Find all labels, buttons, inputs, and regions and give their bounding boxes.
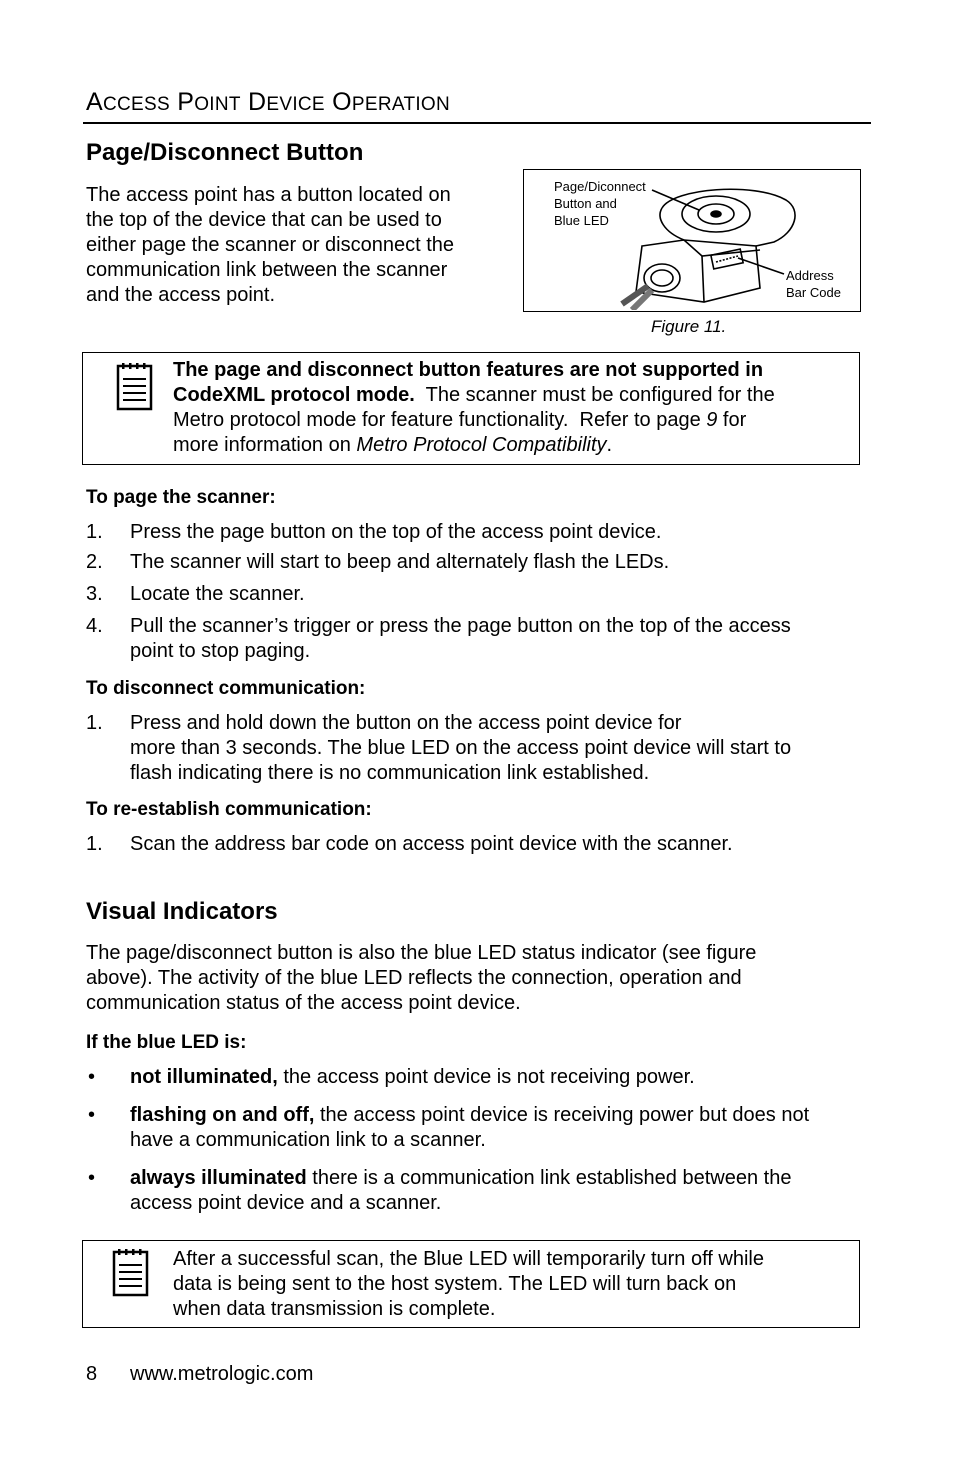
step-number: 4.: [86, 615, 103, 637]
step-line: point to stop paging.: [130, 640, 311, 662]
step-number: 1.: [86, 833, 103, 855]
section-title-rest-1: CCESS: [102, 94, 170, 115]
step-line: Press and hold down the button on the access point device for: [130, 712, 682, 734]
section-title-rest-2: OINT: [194, 94, 241, 115]
bullet-text-line2: have a communication link to a scanner.: [130, 1129, 486, 1151]
bullet-text: the access point device is not receiving power.: [277, 1066, 695, 1088]
intro-line: communication link between the scanner: [86, 259, 448, 281]
section-title-cap-4: O: [332, 88, 352, 116]
section-title-cap-2: P: [177, 88, 195, 116]
section-header-rule: [83, 122, 871, 124]
step-number: 2.: [86, 551, 103, 573]
figure-label-button-1: Page/Diconnect: [554, 179, 646, 194]
note-link-text: Metro Protocol Compatibility: [356, 434, 607, 456]
step-text: Locate the scanner.: [130, 583, 305, 605]
intro-line: communication status of the access point device.: [86, 992, 521, 1014]
bullet-item: [130, 1166, 791, 1216]
footer-url[interactable]: www.metrologic.com: [130, 1363, 314, 1385]
note-line: when data transmission is complete.: [173, 1298, 496, 1320]
page-number: 8: [86, 1363, 98, 1385]
visual-indicators-heading: Visual Indicators: [86, 898, 278, 925]
intro-line: and the access point.: [86, 284, 276, 306]
note-line2-bold: CodeXML protocol mode.: [173, 384, 415, 406]
note-line4-post: .: [606, 434, 613, 456]
to-page-heading: To page the scanner:: [86, 487, 276, 508]
note-box-led: [82, 1240, 860, 1328]
bullet-text: the access point device is receiving power but does not: [314, 1104, 810, 1126]
section-title-cap-3: D: [248, 88, 267, 116]
step-number: 1.: [86, 521, 103, 543]
blue-led-subheading: If the blue LED is:: [86, 1032, 247, 1053]
step-line: flash indicating there is no communication link established.: [130, 762, 650, 784]
note-line1-bold: The page and disconnect button features are not supported in: [173, 359, 764, 381]
figure-label-address-1: Address: [786, 268, 834, 283]
intro-line: above). The activity of the blue LED reflects the connection, operation and: [86, 967, 742, 989]
step-text: Press the page button on the top of the access point device.: [130, 521, 662, 543]
step-text: Scan the address bar code on access point device with the scanner.: [130, 833, 733, 855]
step-number: 1.: [86, 712, 103, 734]
note-line2-rest: The scanner must be configured for the: [414, 384, 775, 406]
note-icon: [111, 1247, 151, 1297]
page-disconnect-intro: [86, 183, 454, 308]
section-title-rest-3: EVICE: [266, 94, 325, 115]
figure-label-button-2: Button and: [554, 196, 617, 211]
step-text: The scanner will start to beep and alternately flash the LEDs.: [130, 551, 670, 573]
intro-line: the top of the device that can be used to: [86, 209, 442, 231]
note-line4-pre: more information on: [173, 434, 357, 456]
bullet-text-line2: access point device and a scanner.: [130, 1192, 442, 1214]
bullet-item: [130, 1065, 695, 1090]
step-line: Pull the scanner’s trigger or press the page button on the top of the access: [130, 615, 791, 637]
note-line: After a successful scan, the Blue LED will temporarily turn off while: [173, 1248, 764, 1270]
step-text: [130, 711, 791, 786]
note-text: [173, 358, 775, 458]
bullet-dot: •: [88, 1066, 96, 1088]
section-title-cap-1: A: [86, 88, 103, 116]
bullet-bold: flashing on and off,: [130, 1104, 315, 1126]
bullet-dot: •: [88, 1104, 96, 1126]
note-line3-pre: Metro protocol mode for feature functionality. Refer to page: [173, 409, 707, 431]
intro-line: either page the scanner or disconnect the: [86, 234, 455, 256]
note-led-text: [173, 1247, 764, 1322]
figure-label-button-3: Blue LED: [554, 213, 609, 228]
step-number: 3.: [86, 583, 103, 605]
intro-line: The access point has a button located on: [86, 184, 451, 206]
bullet-dot: •: [88, 1167, 96, 1189]
to-disconnect-heading: To disconnect communication:: [86, 678, 366, 699]
note-line: data is being sent to the host system. The LED will turn back on: [173, 1273, 737, 1295]
visual-indicators-intro: [86, 941, 756, 1016]
figure-label-address-2: Bar Code: [786, 285, 841, 300]
note-page-ref: 9: [706, 409, 718, 431]
section-title-rest-4: PERATION: [351, 94, 451, 115]
intro-line: The page/disconnect button is also the blue LED status indicator (see figure: [86, 942, 757, 964]
bullet-bold: always illuminated: [130, 1167, 307, 1189]
step-text: [130, 614, 791, 664]
bullet-bold: not illuminated,: [130, 1066, 278, 1088]
step-line: more than 3 seconds. The blue LED on the access point device will start to: [130, 737, 792, 759]
note-line3-post: for: [717, 409, 747, 431]
access-point-device-illustration: [524, 170, 859, 310]
section-header: [86, 88, 450, 117]
figure-caption: Figure 11.: [651, 317, 727, 336]
figure-access-point: [523, 169, 861, 312]
bullet-item: [130, 1103, 809, 1153]
note-icon: [115, 361, 155, 411]
to-reestablish-heading: To re-establish communication:: [86, 799, 372, 820]
note-box-protocol: [82, 352, 860, 465]
bullet-text: there is a communication link established between the: [306, 1167, 792, 1189]
page-disconnect-heading: Page/Disconnect Button: [86, 139, 364, 166]
